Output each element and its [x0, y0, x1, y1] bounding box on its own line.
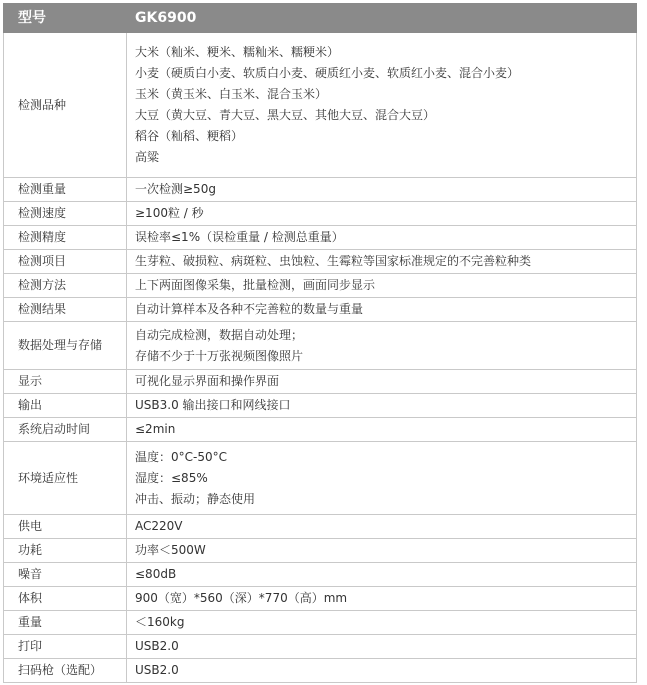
row-key: 检测项目	[4, 250, 127, 274]
row-key: 系统启动时间	[4, 418, 127, 442]
row-key: 检测品种	[4, 33, 127, 178]
row-value: USB2.0	[127, 635, 637, 659]
row-value: 误检率≤1%（误检重量 / 检测总重量）	[127, 226, 637, 250]
row-key: 显示	[4, 370, 127, 394]
row-key: 功耗	[4, 539, 127, 563]
value-line: 小麦（硬质白小麦、软质白小麦、硬质红小麦、软质红小麦、混合小麦）	[135, 66, 520, 80]
row-value: 功率＜500W	[127, 539, 637, 563]
row-value: USB3.0 输出接口和网线接口	[127, 394, 637, 418]
row-value: 自动计算样本及各种不完善粒的数量与重量	[127, 298, 637, 322]
row-key: 体积	[4, 587, 127, 611]
table-row	[4, 178, 637, 202]
table-row	[4, 250, 637, 274]
value-line: 存储不少于十万张视频图像照片	[135, 348, 304, 363]
value-line: 自动完成检测，数据自动处理；	[135, 327, 304, 342]
row-key: 扫码枪（选配）	[4, 659, 127, 683]
value-line: 湿度：≤85%	[135, 470, 208, 485]
row-key: 环境适应性	[4, 442, 127, 515]
row-value: 上下两面图像采集，批量检测，画面同步显示	[127, 274, 637, 298]
value-line: 高粱	[135, 150, 160, 164]
table-row	[4, 370, 637, 394]
row-key: 检测结果	[4, 298, 127, 322]
table-row	[4, 611, 637, 635]
header-key: 型号	[4, 4, 127, 33]
table-row	[4, 274, 637, 298]
table-row	[4, 33, 637, 178]
value-line: 大豆（黄大豆、青大豆、黑大豆、其他大豆、混合大豆）	[135, 108, 436, 122]
row-key: 噪音	[4, 563, 127, 587]
spec-table	[3, 3, 637, 683]
row-value	[127, 322, 637, 370]
row-value: USB2.0	[127, 659, 637, 683]
table-row	[4, 563, 637, 587]
table-row	[4, 322, 637, 370]
row-key: 检测重量	[4, 178, 127, 202]
table-row	[4, 442, 637, 515]
row-value: ≥100粒 / 秒	[127, 202, 637, 226]
table-row	[4, 659, 637, 683]
table-row	[4, 587, 637, 611]
value-line: 玉米（黄玉米、白玉米、混合玉米）	[135, 87, 328, 101]
row-key: 数据处理与存储	[4, 322, 127, 370]
value-line: 大米（籼米、粳米、糯籼米、糯粳米）	[135, 45, 340, 59]
row-value	[127, 33, 637, 178]
value-line: 冲击、振动；静态使用	[135, 491, 256, 506]
row-key: 检测方法	[4, 274, 127, 298]
row-key: 检测速度	[4, 202, 127, 226]
table-row	[4, 418, 637, 442]
header-model: GK6900	[127, 4, 637, 33]
row-key: 重量	[4, 611, 127, 635]
row-value: ≤2min	[127, 418, 637, 442]
row-value	[127, 442, 637, 515]
row-value: 900（宽）*560（深）*770（高）mm	[127, 587, 637, 611]
table-row	[4, 298, 637, 322]
row-value: 生芽粒、破损粒、病斑粒、虫蚀粒、生霉粒等国家标准规定的不完善粒种类	[127, 250, 637, 274]
row-value: 可视化显示界面和操作界面	[127, 370, 637, 394]
value-line: 温度：0°C-50°C	[135, 449, 227, 464]
table-row	[4, 515, 637, 539]
row-key: 供电	[4, 515, 127, 539]
row-value: ＜160kg	[127, 611, 637, 635]
table-row	[4, 539, 637, 563]
row-key: 输出	[4, 394, 127, 418]
value-line: 稻谷（籼稻、粳稻）	[135, 129, 244, 143]
table-row	[4, 226, 637, 250]
table-header-row	[4, 4, 637, 33]
row-key: 打印	[4, 635, 127, 659]
table-row	[4, 635, 637, 659]
row-key: 检测精度	[4, 226, 127, 250]
row-value: ≤80dB	[127, 563, 637, 587]
table-row	[4, 394, 637, 418]
row-value: AC220V	[127, 515, 637, 539]
table-row	[4, 202, 637, 226]
row-value: 一次检测≥50g	[127, 178, 637, 202]
